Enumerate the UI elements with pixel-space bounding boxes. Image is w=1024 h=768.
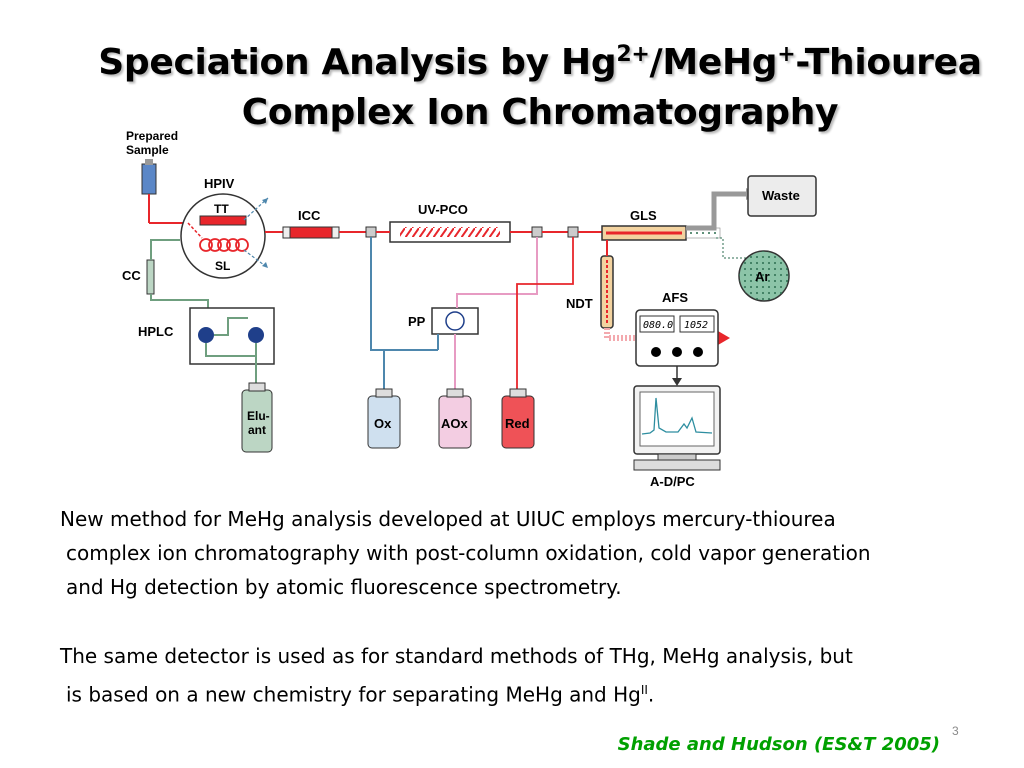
prepared-label: Prepared	[126, 129, 179, 143]
eluant-label-2: ant	[248, 423, 266, 437]
paragraph-method: New method for MeHg analysis developed at UIUC employs mercury-thiourea complex ion chromatography with post-column oxidation, cold vapor generation and Hg detection by atomic fluorescence spectrometry.	[60, 507, 871, 599]
pp-label: PP	[408, 314, 426, 329]
title-line-2: Complex Ion Chromatography	[241, 92, 839, 133]
afs-knob-2[interactable]	[672, 347, 682, 357]
sample-label: Sample	[126, 143, 169, 157]
sample-vial-cap	[145, 159, 153, 165]
sl-label: SL	[215, 259, 231, 273]
adpc-label: A-D/PC	[650, 474, 695, 489]
icc-column	[283, 227, 339, 238]
uvpco-coil	[400, 227, 500, 237]
title-line-1: Speciation Analysis by $Hg^{2+}/MeHg^+$-Thiourea	[98, 42, 982, 83]
hplc-label: HPLC	[138, 324, 174, 339]
pc-screen	[640, 392, 714, 446]
ar-label: Ar	[755, 269, 770, 284]
slide-title	[0, 38, 1024, 138]
aox-label: AOx	[441, 416, 468, 431]
tee-3	[568, 227, 578, 237]
blue-flow	[371, 237, 384, 390]
hpiv-label: HPIV	[204, 176, 235, 191]
eluant-label-1: Elu-	[247, 409, 270, 423]
tee-1	[366, 227, 376, 237]
hplc-pump-left	[198, 327, 214, 343]
afs-knob-3[interactable]	[693, 347, 703, 357]
gls-label: GLS	[630, 208, 657, 223]
trap-tube	[200, 216, 246, 225]
afs-knob-1[interactable]	[651, 347, 661, 357]
citation: Shade and Hudson (ES&T 2005)	[617, 734, 940, 755]
afs-display-2: 1052	[684, 320, 709, 331]
uvpco-label: UV-PCO	[418, 202, 468, 217]
pp-pump	[446, 312, 464, 330]
tee-2	[532, 227, 542, 237]
ox-label: Ox	[374, 416, 392, 431]
afs-label: AFS	[662, 290, 688, 305]
red-reagent-flow	[517, 237, 573, 390]
afs-out-arrow-icon	[718, 331, 730, 345]
page-number: 3	[952, 724, 959, 738]
tt-label: TT	[214, 202, 229, 216]
green-flow-to-valve	[151, 240, 180, 260]
cc-label: CC	[122, 268, 141, 283]
afs-to-pc-arrow-icon	[672, 378, 682, 386]
waste-label: Waste	[762, 188, 800, 203]
ndt-label: NDT	[566, 296, 593, 311]
cc-column	[147, 260, 154, 294]
hpiv-arrow-down-icon	[262, 262, 268, 268]
instrument-schematic	[118, 128, 818, 498]
pink-flow	[457, 237, 537, 308]
pc-keyboard	[634, 460, 720, 470]
afs-display-1: 080.0	[643, 320, 674, 331]
icc-label: ICC	[298, 208, 321, 223]
paragraph-detector: The same detector is used as for standard methods of THg, MeHg analysis, but is based on a new chemistry for separating MeHg and $Hg^{II}$.	[60, 644, 853, 707]
sample-vial	[142, 164, 156, 194]
hplc-pump-right	[248, 327, 264, 343]
red-label: Red	[505, 416, 530, 431]
waste-line	[686, 194, 746, 228]
